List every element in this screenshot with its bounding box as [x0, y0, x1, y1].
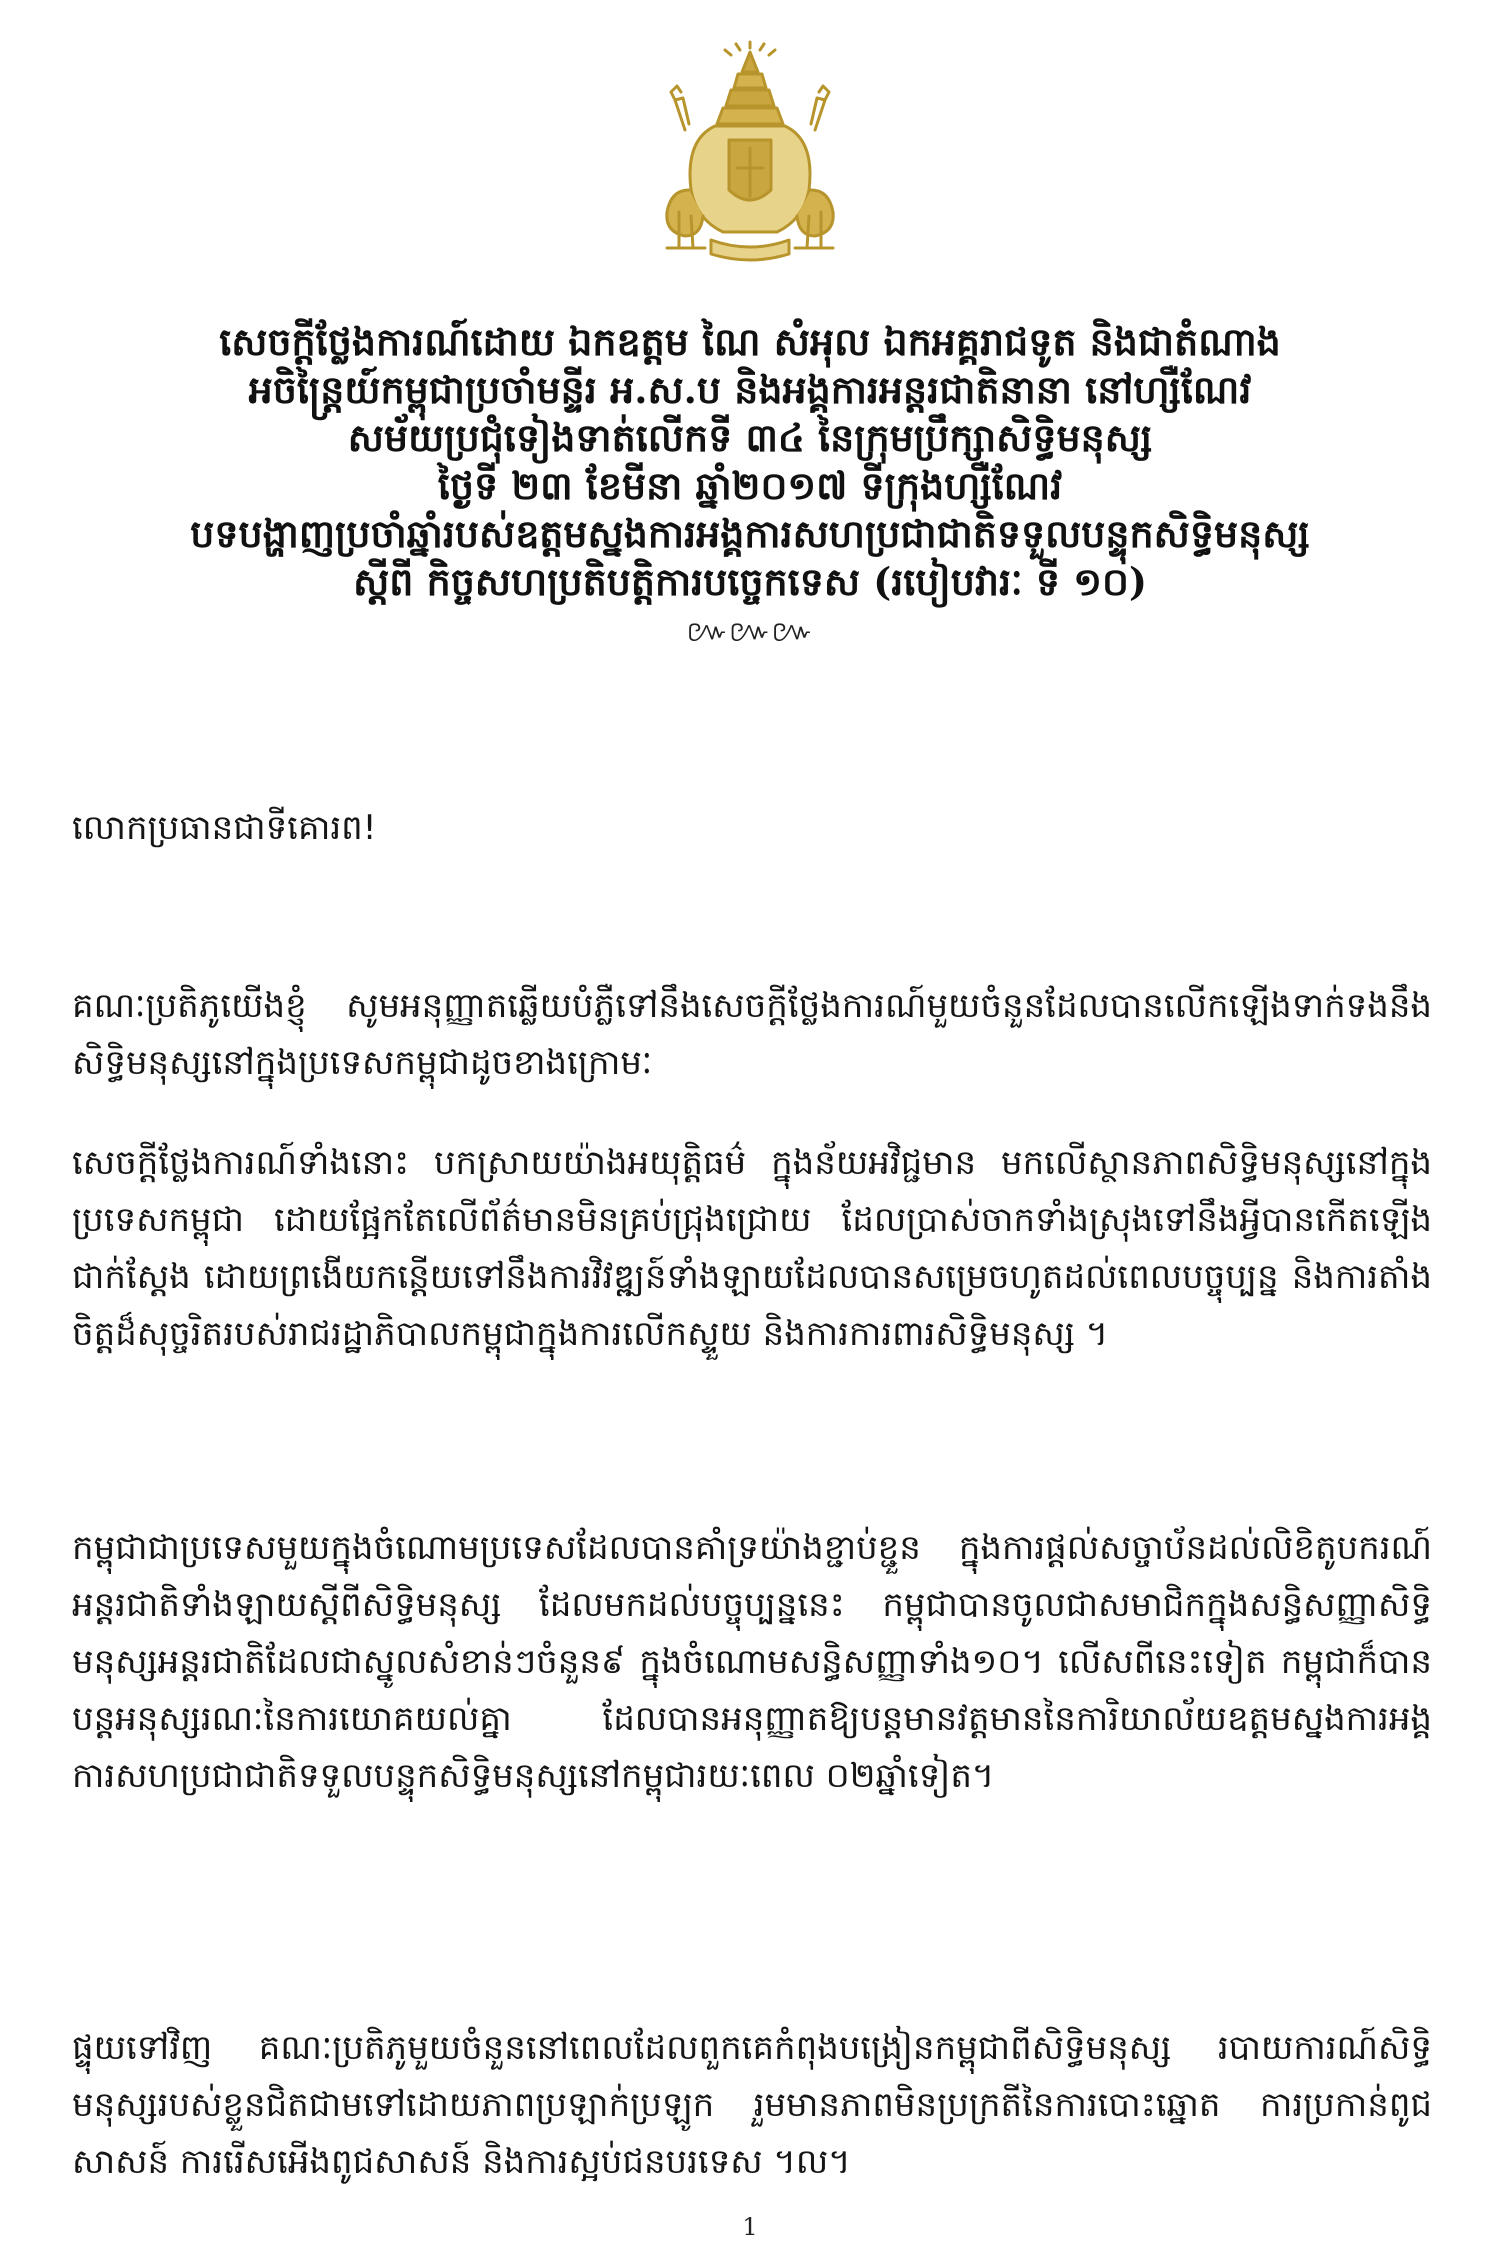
- salutation: លោកប្រធានជាទីគោរព!: [72, 808, 377, 848]
- page-number: 1: [742, 2213, 758, 2241]
- paragraph-1: គណៈប្រតិភូយើងខ្ញុំ សូមអនុញ្ញាតឆ្លើយបំភ្លឺទៅនឹងសេចក្តីថ្លែងការណ៍មួយចំនួនដែលបានលើកឡើងទាក់ទងនឹងសិទ្ធិមនុស្សនៅក្នុងប្រទេសកម្ពុជាដូចខាងក្រោមៈ: [72, 986, 1432, 1083]
- header-ornament: ៚៚៚: [686, 614, 814, 649]
- header-line: ស្តីពី កិច្ចសហប្រតិបត្តិការបច្ចេកទេស (របៀបវារៈ ទី ១០): [353, 559, 1147, 604]
- header-line: អចិន្ត្រៃយ៍កម្ពុជាប្រចាំមន្ទីរ អ.ស.ប និងអង្គការអន្តរជាតិនានា នៅហ្សឺណែវ: [248, 367, 1252, 412]
- statement-header: [90, 318, 1410, 654]
- header-line: ថ្ងៃទី ២៣ ខែមីនា ឆ្នាំ២០១៧ ទីក្រុងហ្សឺណែវ: [437, 463, 1063, 508]
- paragraph-2: សេចក្តីថ្លែងការណ៍ទាំងនោះ បកស្រាយយ៉ាងអយុត្តិធម៌ ក្នុងន័យអវិជ្ជមាន មកលើស្ថានភាពសិទ្ធិមនុស្សនៅក្នុងប្រទេសកម្ពុជា ដោយផ្អែកតែលើព័ត៌មានមិនគ្រប់ជ្រុងជ្រោយ ដែលប្រាស់ចាកទាំងស្រុងទៅនឹងអ្វីបានកើតឡើងជាក់ស្តែង ដោយព្រងើយកន្តើយទៅនឹងការវិវឌ្ឍន៍ទាំងឡាយដែលបានសម្រេចហូតដល់ពេលបច្ចុប្បន្ន និងការតាំងចិត្តដ៏សុច្ចរិតរបស់រាជរដ្ឋាភិបាលកម្ពុជាក្នុងការលើកស្ទួយ និងការការពារសិទ្ធិមនុស្ស ។: [72, 1143, 1432, 1354]
- paragraph-3: កម្ពុជាជាប្រទេសមួយក្នុងចំណោមប្រទេសដែលបានគាំទ្រយ៉ាងខ្ជាប់ខ្ជួន ក្នុងការផ្តល់សច្ចាប័នដល់លិខិតូបករណ៍អន្តរជាតិទាំងឡាយស្តីពីសិទ្ធិមនុស្ស ដែលមកដល់បច្ចុប្បន្ននេះ កម្ពុជាបានចូលជាសមាជិកក្នុងសន្ធិសញ្ញាសិទ្ធិមនុស្សអន្តរជាតិដែលជាស្នូលសំខាន់ៗចំនួន៩ ក្នុងចំណោមសន្ធិសញ្ញាទាំង១០។ លើសពីនេះទៀត កម្ពុជាក៏បានបន្តអនុស្សរណៈនៃការយោគយល់គ្នា ដែលបានអនុញ្ញាតឱ្យបន្តមានវត្តមាននៃការិយាល័យឧត្តមស្នងការអង្គការសហប្រជាជាតិទទួលបន្ទុកសិទ្ធិមនុស្សនៅកម្ពុជារយៈពេល ០២ឆ្នាំទៀត។: [72, 1528, 1432, 1796]
- header-line: បទបង្ហាញប្រចាំឆ្នាំរបស់ឧត្តមស្នងការអង្គការសហប្រជាជាតិទទួលបន្ទុកសិទ្ធិមនុស្ស: [190, 511, 1310, 556]
- paragraph-4: ផ្ទុយទៅវិញ គណៈប្រតិភូមួយចំនួននៅពេលដែលពួកគេកំពុងបង្រៀនកម្ពុជាពីសិទ្ធិមនុស្ស របាយការណ៍សិទ្ធិមនុស្សរបស់ខ្លួនជិតជាមទៅដោយភាពប្រឡាក់ប្រឡូក រួមមានភាពមិនប្រក្រតីនៃការបោះឆ្នោត ការប្រកាន់ពូជសាសន៍ ការរើសអើងពូជសាសន៍ និងការស្អប់ជនបរទេស ។ល។: [72, 2028, 1432, 2182]
- royal-coat-of-arms-icon: [645, 40, 855, 270]
- header-line: សម័យប្រជុំទៀងទាត់លើកទី ៣៤ នៃក្រុមប្រឹក្សាសិទ្ធិមនុស្ស: [347, 415, 1153, 460]
- header-line: សេចក្តីថ្លែងការណ៍ដោយ ឯកឧត្តម ណៃ សំអុល ឯកអគ្គរាជទូត និងជាតំណាង: [219, 319, 1281, 364]
